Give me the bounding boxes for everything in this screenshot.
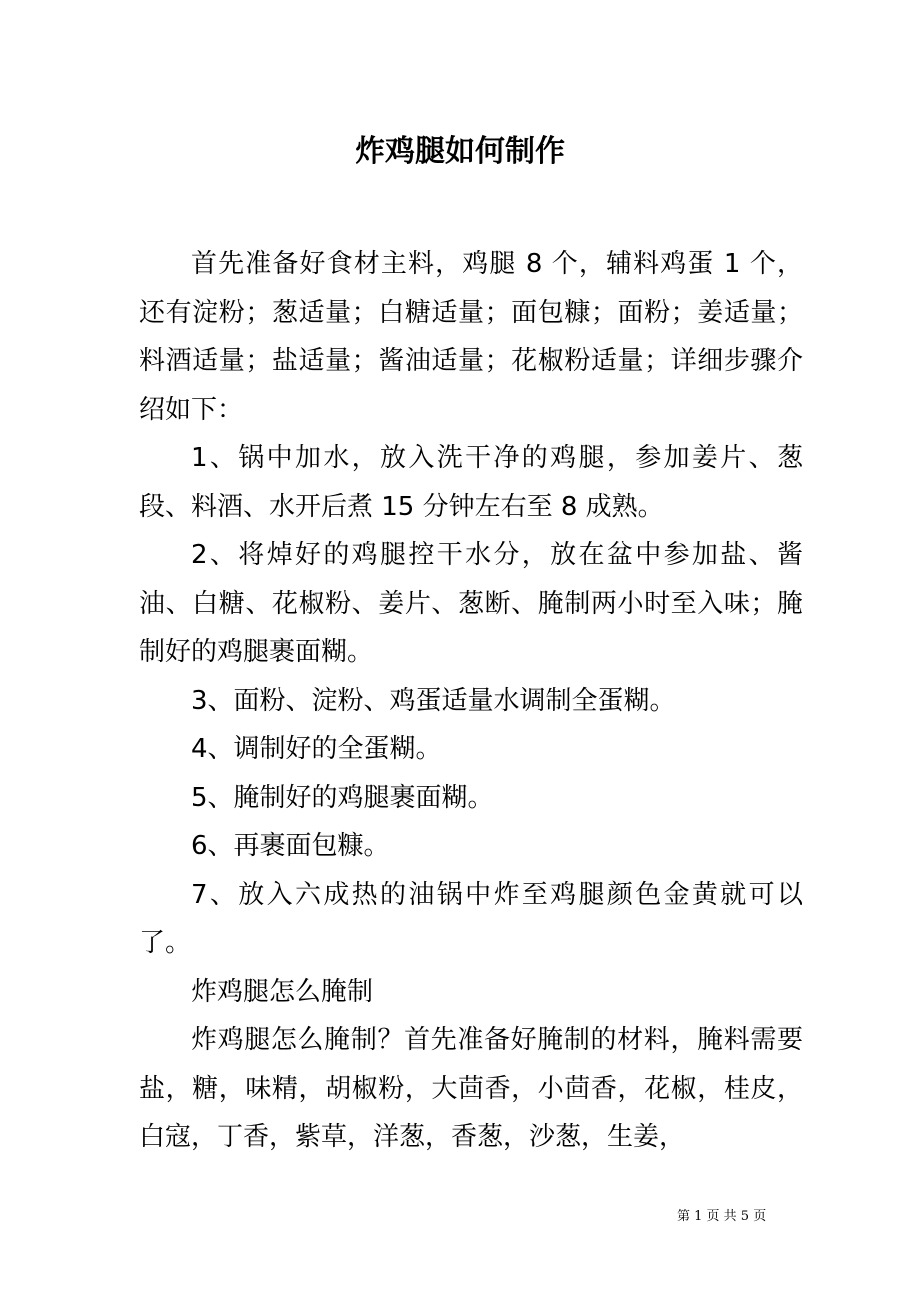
document-body [139,240,803,1162]
section-heading: 炸鸡腿怎么腌制 [191,976,374,1007]
paragraph-step-5: 5、腌制好的鸡腿裹面糊。 [191,782,494,813]
page-title: 炸鸡腿如何制作 [355,134,565,169]
paragraph-step-6: 6、再裹面包糠。 [191,831,390,861]
paragraph-marinade: 炸鸡腿怎么腌制？首先准备好腌制的材料，腌料需要盐，糖，味精，胡椒粉，大茴香，小茴香，花椒，桂皮，白寇，丁香，紫草，洋葱，香葱，沙葱，生姜， [139,1025,803,1152]
paragraph-step-4: 4、调制好的全蛋糊。 [191,734,442,764]
paragraph-step-2: 2、将焯好的鸡腿控干水分，放在盆中参加盐、酱油、白糖、花椒粉、姜片、葱断、腌制两小时至入味；腌制好的鸡腿裹面糊。 [139,540,803,667]
paragraph-step-3: 3、面粉、淀粉、鸡蛋适量水调制全蛋糊。 [191,685,676,716]
paragraph-ingredients: 首先准备好食材主料，鸡腿 8 个，辅料鸡蛋 1 个，还有淀粉；葱适量；白糖适量；面包糠；面粉；姜适量；料酒适量；盐适量；酱油适量；花椒粉适量；详细步骤介绍如下： [139,249,803,425]
paragraph-step-1: 1、锅中加水，放入洗干净的鸡腿，参加姜片、葱段、料酒、水开后煮 15 分钟左右至 8 成熟。 [139,443,803,522]
paragraph-step-7: 7、放入六成热的油锅中炸至鸡腿颜色金黄就可以了。 [139,879,803,958]
page-number-footer: 第 1 页 共 5 页 [677,1209,767,1224]
